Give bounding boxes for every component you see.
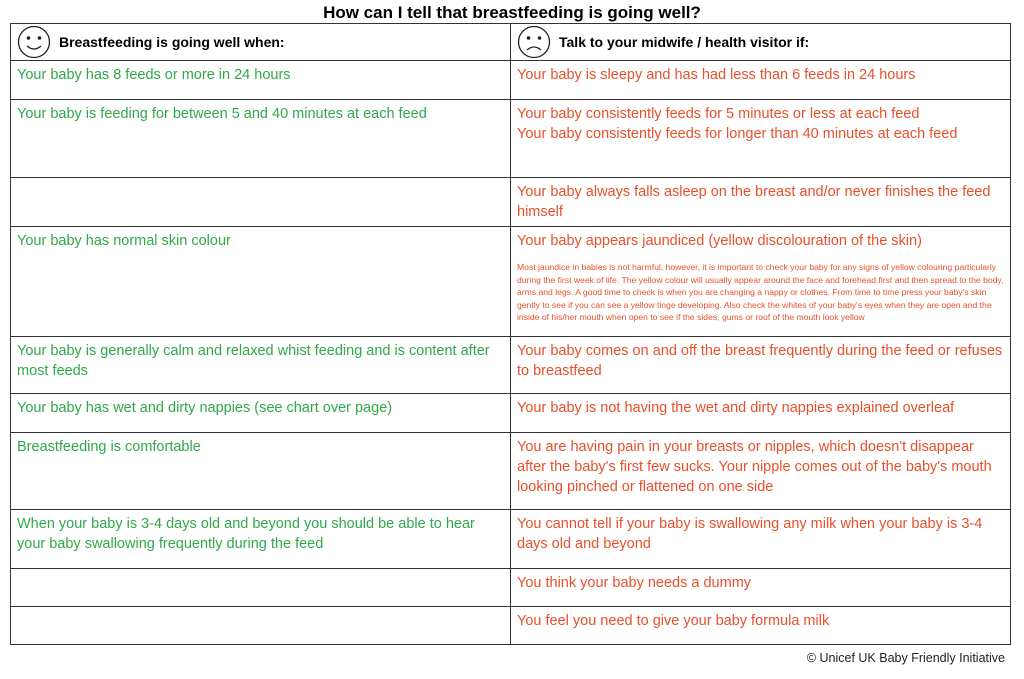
good-cell [11,569,511,607]
good-cell: Your baby is feeding for between 5 and 40 minutes at each feed [11,100,511,178]
bad-cell-line: Your baby consistently feeds for 5 minutes or less at each feed [517,106,920,122]
bad-cell-line: Your baby comes on and off the breast frequently during the feed or refuses to breastfeed [517,343,1003,379]
bad-cell-line: Your baby appears jaundiced (yellow discolouration of the skin) [517,233,922,249]
table-row [11,337,1011,394]
bad-cell-line: You feel you need to give your baby formula milk [517,613,830,629]
bad-cell [511,569,1011,607]
jaundice-note: Most jaundice in babies is not harmful, however, it is important to check your baby for any signs of yellow colouring particularly during the first week of life. The yellow colour will usually appear around the face and forehead first and then spread to the body, arms and legs. A good time to check is when you are changing a nappy or clothes. From time to time press your baby's skin gently to see if you can see a yellow tinge developing. Also check the whites of your baby's eyes when they are open and the inside of his/her mouth when open to see if the sides, gums or roof of the mouth look yellow [517,262,1004,323]
table-row [11,394,1011,433]
table-row [11,61,1011,100]
good-cell: Your baby has normal skin colour [11,227,511,337]
table-row [11,510,1011,569]
bad-cell [511,178,1011,227]
breastfeeding-checklist-table [10,23,1011,645]
bad-cell-line: Your baby is not having the wet and dirty nappies explained overleaf [517,400,955,416]
bad-cell [511,510,1011,569]
good-cell: Your baby has 8 feeds or more in 24 hours [11,61,511,100]
good-cell: Your baby is generally calm and relaxed whist feeding and is content after most feeds [11,337,511,394]
bad-column-header [511,24,1011,61]
table-row [11,433,1011,510]
good-cell [11,607,511,645]
bad-cell-line: You think your baby needs a dummy [517,575,752,591]
table-row [11,100,1011,178]
bad-cell [511,394,1011,433]
smiley-face-icon [17,25,51,59]
bad-cell-line: You cannot tell if your baby is swallowing any milk when your baby is 3-4 days old and beyond [517,516,983,552]
bad-cell [511,337,1011,394]
page-title: How can I tell that breastfeeding is going well? [323,3,701,22]
bad-column-header-label: Talk to your midwife / health visitor if: [559,34,810,50]
table-row [11,178,1011,227]
bad-cell-line: Your baby is sleepy and has had less than 6 feeds in 24 hours [517,67,916,83]
bad-cell [511,227,1011,337]
good-column-header [11,24,511,61]
table-row [11,227,1011,337]
bad-cell [511,607,1011,645]
bad-cell-line: You are having pain in your breasts or nipples, which doesn't disappear after the baby's first few sucks. Your nipple comes out of the baby's mouth looking pinched or flattened on one side [517,439,992,495]
good-column-header-label: Breastfeeding is going well when: [59,34,285,50]
table-row [11,607,1011,645]
good-cell: Your baby has wet and dirty nappies (see chart over page) [11,394,511,433]
bad-cell [511,433,1011,510]
copyright-notice: © Unicef UK Baby Friendly Initiative [806,651,1005,665]
bad-cell [511,61,1011,100]
table-row [11,569,1011,607]
good-cell: When your baby is 3-4 days old and beyond you should be able to hear your baby swallowing frequently during the feed [11,510,511,569]
sad-face-icon [517,25,551,59]
bad-cell [511,100,1011,178]
header-row [11,24,1011,61]
bad-cell-line: Your baby always falls asleep on the breast and/or never finishes the feed himself [517,184,991,220]
good-cell: Breastfeeding is comfortable [11,433,511,510]
good-cell [11,178,511,227]
bad-cell-line: Your baby consistently feeds for longer than 40 minutes at each feed [517,126,958,142]
